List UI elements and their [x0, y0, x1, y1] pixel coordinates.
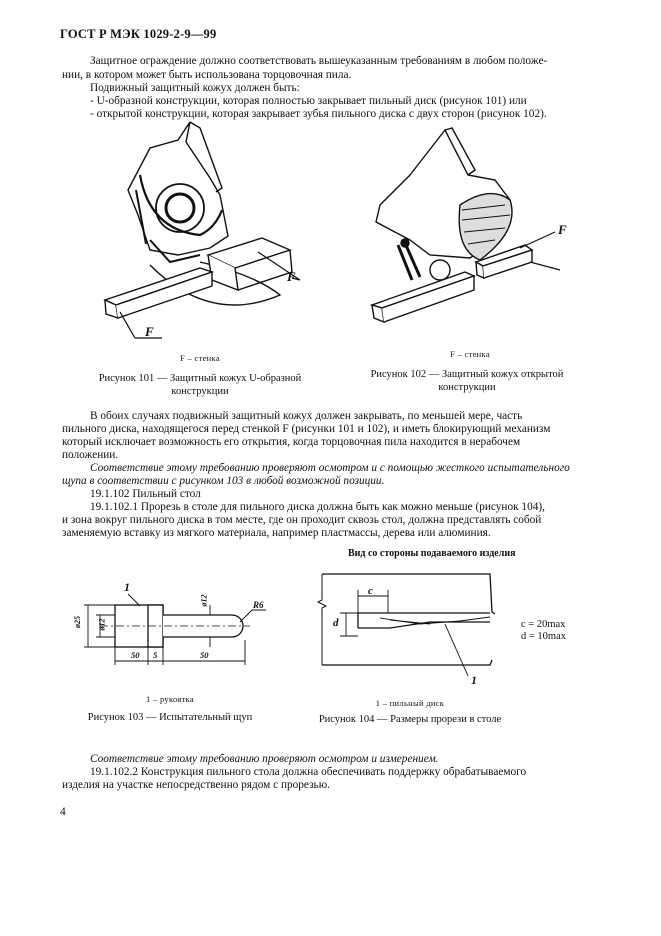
- figure-102-caption-line-2: конструкции: [438, 381, 496, 393]
- page-number: 4: [60, 806, 66, 818]
- compliance-paragraph-line-1: Соответствие этому требованию проверяют осмотром и с помощью жесткого испытательного: [90, 462, 570, 474]
- clause-19-1-102-1-line-2: и зона вокруг пильного диска в том месте, где он проходит сквозь стол, должна представлять собой: [62, 514, 542, 526]
- compliance-measurement-paragraph: Соответствие этому требованию проверяют осмотром и измерением.: [90, 753, 439, 765]
- list-item-u-guard: - U-образной конструкции, которая полностью закрывает пильный диск (рисунок 101) или: [90, 95, 527, 107]
- clause-19-1-102-1-line-1: 19.1.102.1 Прорезь в столе для пильного диска должна быть как можно меньше (рисунок 104),: [90, 501, 545, 513]
- figure-104-note-d: d = 10max: [521, 631, 566, 642]
- figure-102-caption-line-1: Рисунок 102 — Защитный кожух открытой: [370, 369, 564, 380]
- figure-104-legend: 1 – пильный диск: [375, 698, 445, 708]
- figure-101-caption-line-1: Рисунок 101 — Защитный кожух U-образной: [98, 373, 302, 384]
- figure-101-caption: [80, 373, 320, 398]
- figure-103-dim-r6: R6: [253, 600, 264, 610]
- clause-19-1-102-1-line-3: заменяемую вставку из мягкого материала, например пластмассы, дерева или алюминия.: [62, 527, 491, 539]
- intro-paragraph-1-line-2: нии, в котором может быть использована торцовочная пила.: [62, 69, 352, 81]
- figure-104-dim-d: d: [333, 617, 339, 629]
- figure-104-caption: Рисунок 104 — Размеры прорези в столе: [318, 714, 502, 725]
- figure-103-dim-d25: ø25: [73, 616, 82, 628]
- figure-103-dim-d12-right: ø12: [199, 594, 209, 607]
- clause-19-1-102-heading: 19.1.102 Пильный стол: [90, 488, 201, 500]
- figure-101-caption-line-2: конструкции: [171, 385, 229, 397]
- figure-104-view-title: Вид со стороны подаваемого изделия: [348, 548, 516, 559]
- body-paragraph-3-line-1: В обоих случаях подвижный защитный кожух должен закрывать, по меньшей мере, часть: [90, 410, 523, 422]
- figure-102-caption: [352, 369, 582, 394]
- body-paragraph-3-line-3: который исключает возможность его открытия, когда торцовочная пила находится в нерабочем: [62, 436, 521, 448]
- figure-103-dim-5: 5: [153, 650, 158, 660]
- figure-101-marker-f-left: F: [145, 324, 154, 339]
- figure-103-marker-1: 1: [124, 580, 130, 594]
- figure-104-dim-c: c: [368, 585, 373, 597]
- body-paragraph-3-line-2: пильного диска, находящегося перед стенкой F (рисунки 101 и 102), и иметь блокирующий механизм: [62, 423, 551, 435]
- figure-101-marker-f-right: F: [287, 269, 296, 284]
- clause-19-1-102-2-line-2: изделия на участке непосредственно рядом с прорезью.: [62, 779, 330, 791]
- figure-103-dim-50-rod: 50: [200, 650, 209, 660]
- body-paragraph-3-line-4: положении.: [62, 449, 119, 461]
- figure-102-marker-f: F: [558, 222, 567, 237]
- list-item-open-guard: - открытой конструкции, которая закрывает зубья пильного диска с двух сторон (рисунок 102).: [90, 108, 547, 120]
- figure-102-legend: F – стенка: [450, 349, 490, 359]
- figure-103-caption: Рисунок 103 — Испытательный щуп: [87, 712, 253, 723]
- figure-104-marker-1: 1: [471, 673, 477, 687]
- figure-103-dim-50-handle: 50: [131, 650, 140, 660]
- figure-103-dim-d12-left: ø12: [97, 618, 107, 631]
- compliance-paragraph-line-2: щупа в соответствии с рисунком 103 в любой возможной позиции.: [62, 475, 385, 487]
- figure-103-legend: 1 – рукоятка: [146, 694, 194, 704]
- document-header: ГОСТ Р МЭК 1029-2-9—99: [60, 27, 217, 41]
- figure-101-legend: F – стенка: [180, 353, 220, 363]
- clause-19-1-102-2-line-1: 19.1.102.2 Конструкция пильного стола должна обеспечивать поддержку обрабатываемого: [90, 766, 527, 778]
- intro-paragraph-1-line-1: Защитное ограждение должно соответствовать вышеуказанным требованиям в любом положе-: [90, 55, 548, 67]
- intro-paragraph-2: Подвижный защитный кожух должен быть:: [90, 82, 300, 94]
- figure-104-note-c: c = 20max: [521, 619, 566, 630]
